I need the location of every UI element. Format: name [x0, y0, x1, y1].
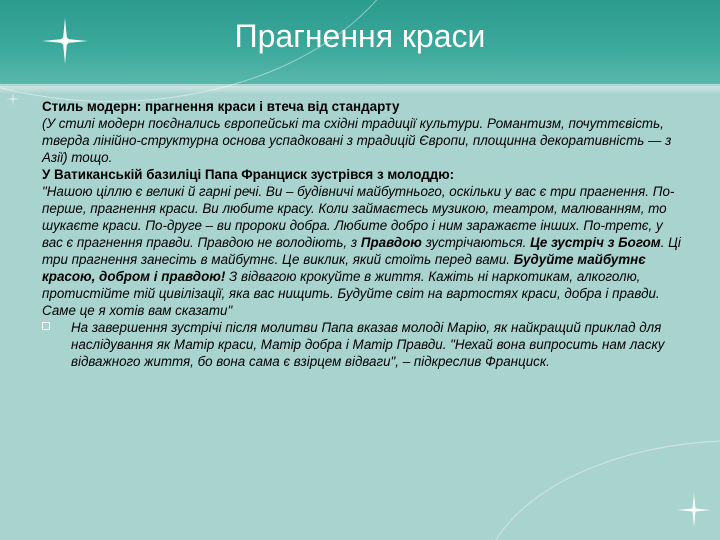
quote-emphasis: Правдою [360, 235, 422, 250]
bullet-item [42, 319, 682, 370]
slide-title: Прагнення краси [234, 18, 486, 54]
slide-body [42, 98, 682, 370]
bullet-text: На завершення зустрічі після молитви Папа вказав молоді Марію, як найкращий приклад для наслідування як Матір краси, Матір добра і Матір Правди. "Нехай вона випросить нам ласку відважного життя, бо вона сама є взірцем відваги", – підкреслив Франциск. [71, 320, 665, 369]
intro-paragraph: (У стилі модерн поєднались європейські та східні традиції культури. Романтизм, почуттєвість, тверда лінійно-структурна основа успадковані з традицій Європи, площинна декоративність — з Азії) тощо. [42, 116, 672, 165]
quote-text: З відвагою крокуйте в життя. Кажіть ні наркотикам, алкоголю, протистійте тій цивілізації, яка вас нищить. Будуйте світ на вартостях краси, добра і правди. Саме це я хотів вам сказати" [42, 269, 660, 318]
square-bullet-icon [42, 322, 50, 330]
quote-text: . Ці три прагнення занесіть в майбутнє. Це виклик, який стоїть перед вами. [42, 235, 681, 267]
section-heading: Стиль модерн: прагнення краси і втеча від стандарту [42, 99, 400, 114]
quote-emphasis: Це зустріч з Богом [530, 235, 661, 250]
vatican-paragraph: У Ватиканській базиліці Папа Франциск зустрівся з молоддю: [42, 167, 455, 182]
quote-emphasis: Будуйте майбутнє красою, добром і правдою! [42, 252, 646, 284]
sparkle-icon [676, 492, 712, 528]
quote-paragraph [42, 183, 682, 319]
quote-text: зустрічаються. [421, 235, 531, 250]
sparkle-icon [6, 92, 20, 106]
quote-text: "Нашою ціллю є великі й гарні речі. Ви – будівничі майбутнього, оскільки у вас є три прагнення. По-перше, прагнення краси. Ви любите красу. Коли займаєтесь музикою, театром, малюванням, то шукаєте краси. По-друге – ви пророки добра. Любите добро і ним заражаєте інших. По-третє, у вас є прагнення правди. Правдою не володіють, з [42, 184, 675, 250]
